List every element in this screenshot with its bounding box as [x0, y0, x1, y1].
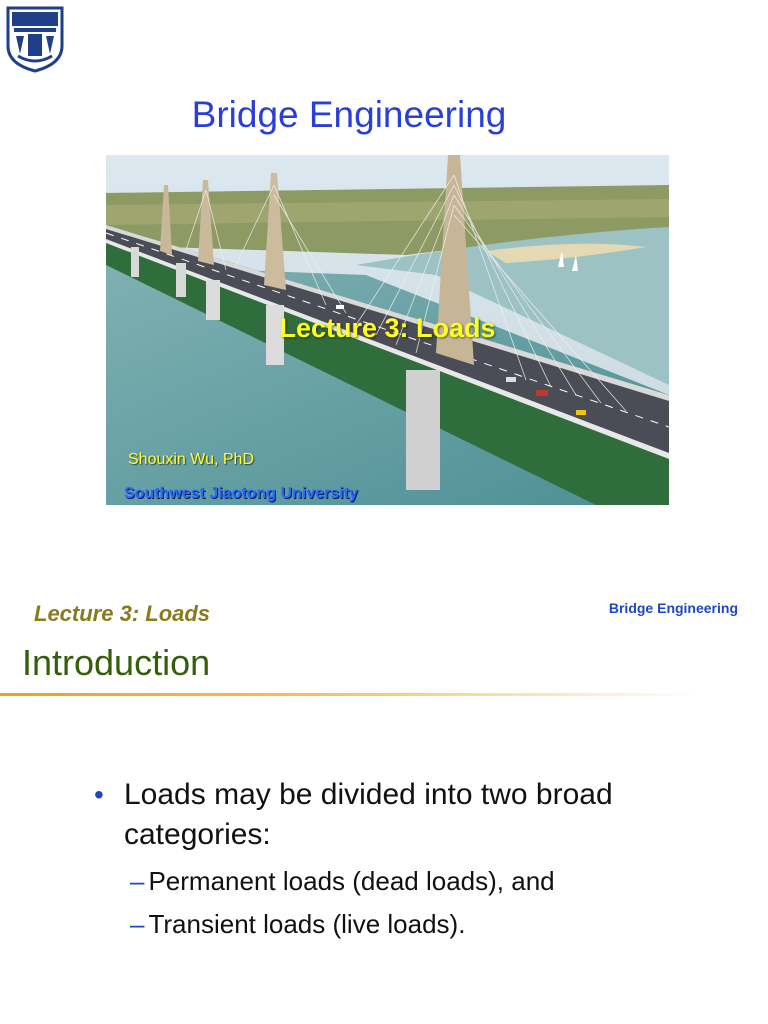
- sub-bullet-item: [130, 864, 555, 898]
- lecture-title-overlay: Lecture 3: Loads: [279, 313, 496, 343]
- bullet-item: [94, 775, 658, 855]
- university-name: Southwest Jiaotong University: [124, 485, 358, 502]
- sub-bullet-text: Permanent loads (dead loads), and: [148, 866, 555, 896]
- introduction-slide: [0, 560, 768, 1024]
- sub-bullet-text: Transient loads (live loads).: [148, 909, 466, 939]
- course-name: Bridge Engineering: [608, 600, 738, 616]
- dash-bullet-icon: –: [130, 866, 145, 896]
- dash-bullet-icon: –: [130, 909, 145, 939]
- author-name: Shouxin Wu, PhD: [128, 451, 254, 468]
- bridge-photo: [106, 155, 669, 505]
- sub-bullet-item: [130, 907, 465, 941]
- round-bullet-icon: •: [94, 779, 104, 810]
- university-seal-icon: [4, 4, 66, 74]
- heading-divider: [0, 693, 700, 696]
- section-heading: Introduction: [22, 642, 211, 683]
- lecture-subtitle: Lecture 3: Loads: [34, 601, 211, 626]
- bullet-text: Loads may be divided into two broad categories:: [124, 778, 613, 851]
- slide-title: Bridge Engineering: [191, 94, 507, 135]
